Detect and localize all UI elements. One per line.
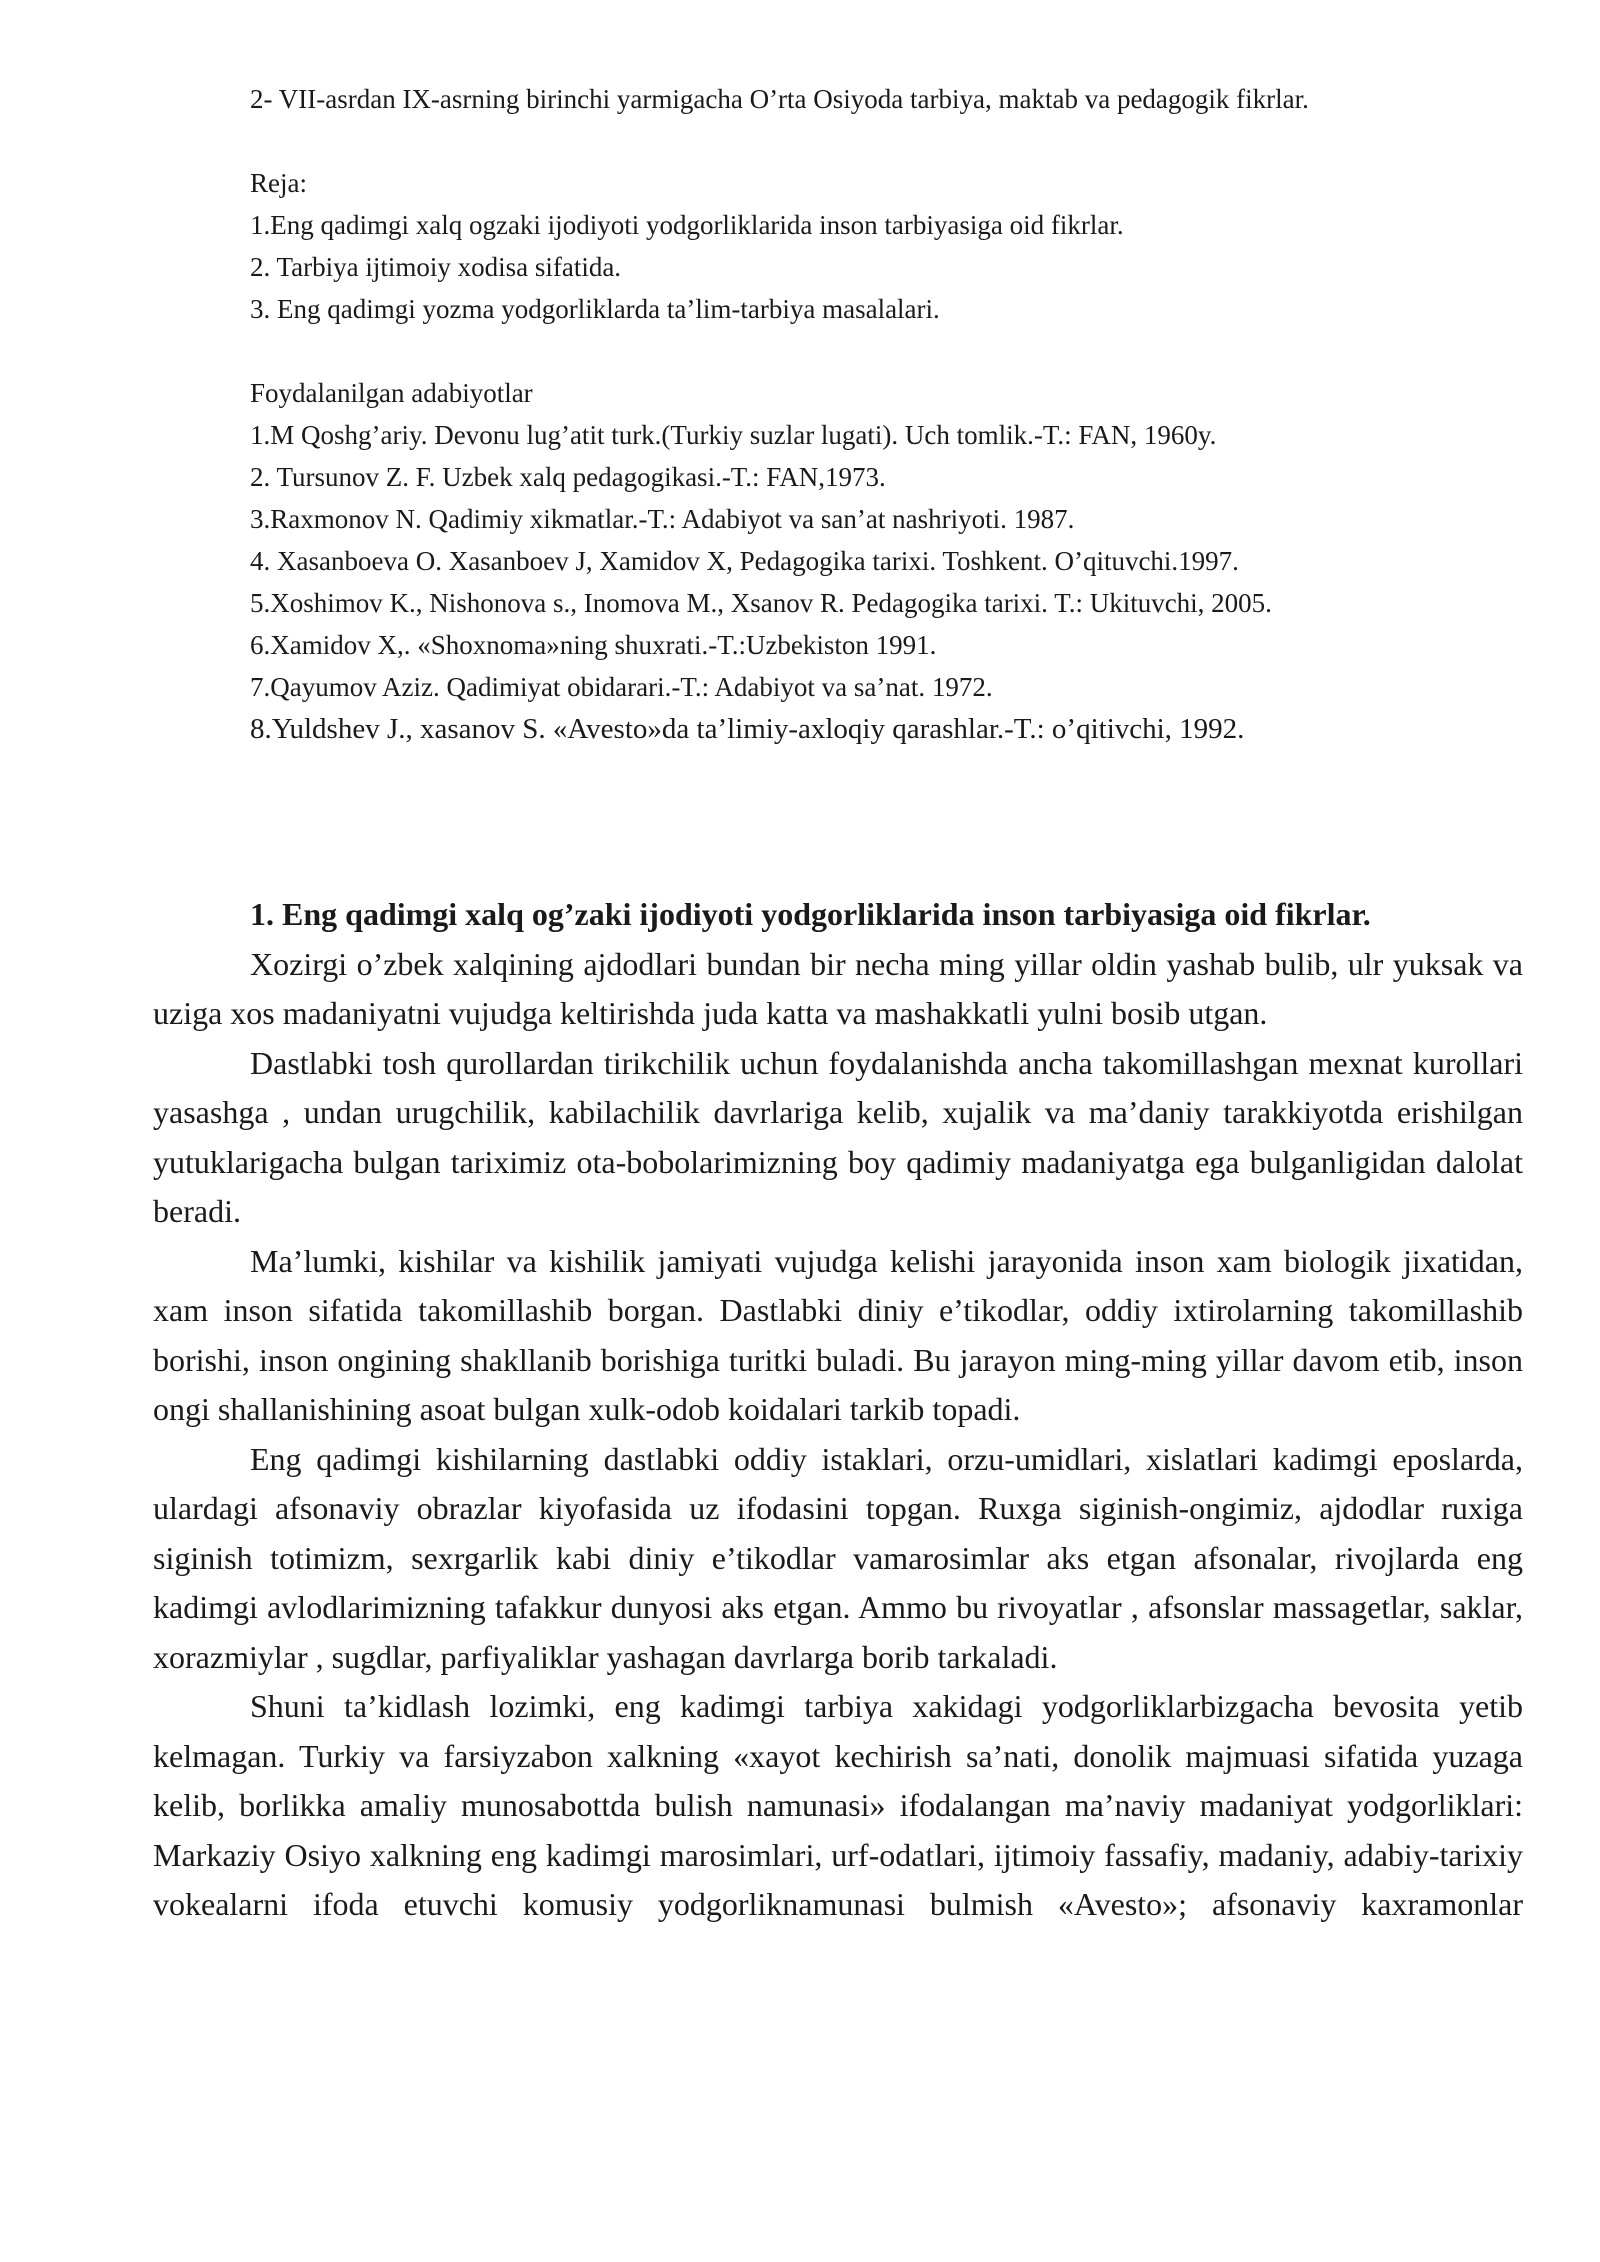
section-body [153, 890, 1523, 1930]
plan-item: 1.Eng qadimgi xalq ogzaki ijodiyoti yodgorliklarida inson tarbiyasiga oid fikrlar. [250, 210, 1124, 240]
references-heading: Foydalanilgan adabiyotlar [250, 378, 533, 408]
body-paragraph: Xozirgi o’zbek xalqining ajdodlari bundan bir necha ming yillar oldin yashab bulib, ulr yuksak va uziga xos madaniyatni vujudga keltirishda juda katta va mashakkatli yulni bosib utgan. [153, 945, 1523, 1031]
plan-item: 3. Eng qadimgi yozma yodgorliklarda ta’lim-tarbiya masalalari. [250, 294, 940, 324]
section-heading: 1. Eng qadimgi xalq og’zaki ijodiyoti yodgorliklarida inson tarbiyasiga oid fikrlar. [250, 896, 1371, 932]
reference-item: 1.M Qoshg’ariy. Devonu lug’atit turk.(Turkiy suzlar lugati). Uch tomlik.-T.: FAN, 1960y. [250, 420, 1217, 450]
body-paragraph: Dastlabki tosh qurollardan tirikchilik uchun foydalanishda ancha takomillashgan mexnat kurollari yasashga , undan urugchilik, kabilachilik davrlariga kelib, xujalik va ma’daniy tarakkiyotda erishilgan yutuklarigacha bulgan tariximiz ota-bobolarimizning boy qadimiy madaniyatga ega bulganligidan dalolat beradi. [153, 1044, 1523, 1229]
reference-item: 2. Tursunov Z. F. Uzbek xalq pedagogikasi.-T.: FAN,1973. [250, 462, 886, 492]
reference-item: 6.Xamidov X,. «Shoxnoma»ning shuxrati.-T.:Uzbekiston 1991. [250, 630, 937, 660]
top-block [250, 78, 1540, 750]
plan-heading: Reja: [250, 168, 307, 198]
body-paragraph: Ma’lumki, kishilar va kishilik jamiyati vujudga kelishi jarayonida inson xam biologik jixatidan, xam inson sifatida takomillashib borgan. Dastlabki diniy e’tikodlar, oddiy ixtirolarning takomillashib borishi, inson ongining shakllanib borishiga turitki buladi. Bu jarayon ming-ming yillar davom etib, inson ongi shallanishining asoat bulgan xulk-odob koidalari tarkib topadi. [153, 1242, 1523, 1427]
body-paragraph: Shuni ta’kidlash lozimki, eng kadimgi tarbiya xakidagi yodgorliklarbizgacha bevosita yetib kelmagan. Turkiy va farsiyzabon xalkning «xayot kechirish sa’nati, donolik majmuasi sifatida yuzaga kelib, borlikka amaliy munosabottda bulish namunasi» ifodalangan ma’naviy madaniyat yodgorliklari: Markaziy Osiyo xalkning eng kadimgi marosimlari, urf-odatlari, ijtimoiy fassafiy, madaniy, adabiy-tarixiy vokealarni ifoda etuvchi komusiy yodgorliknamunasi bulmish «Avesto»; afsonaviy kaxramonlar [153, 1688, 1523, 1922]
plan-item: 2. Tarbiya ijtimoiy xodisa sifatida. [250, 252, 622, 282]
body-paragraph: Eng qadimgi kishilarning dastlabki oddiy istaklari, orzu-umidlari, xislatlari kadimgi eposlarda, ulardagi afsonaviy obrazlar kiyofasida uz ifodasini topgan. Ruxga siginish-ongimiz, ajdodlar ruxiga siginish totimizm, sexrgarlik kabi diniy e’tikodlar vamarosimlar aks etgan afsonalar, rivojlarda eng kadimgi avlodlarimizning tafakkur dunyosi aks etgan. Ammo bu rivoyatlar , afsonslar massagetlar, saklar, xorazmiylar , sugdlar, parfiyaliklar yashagan davrlarga borib tarkaladi. [153, 1440, 1523, 1675]
reference-item: 4. Xasanboeva O. Xasanboev J, Xamidov X, Pedagogika tarixi. Toshkent. O’qituvchi.1997. [250, 546, 1239, 576]
reference-item: 7.Qayumov Aziz. Qadimiyat obidarari.-T.: Adabiyot va sa’nat. 1972. [250, 672, 993, 702]
references-block [250, 372, 1540, 750]
reference-item: 5.Xoshimov K., Nishonova s., Inomova M., Xsanov R. Pedagogika tarixi. T.: Ukituvchi, 2005. [250, 588, 1272, 618]
reference-item: 8.Yuldshev J., xasanov S. «Avesto»da ta’limiy-axloqiy qarashlar.-T.: o’qitivchi, 1992. [250, 713, 1245, 745]
reference-item: 3.Raxmonov N. Qadimiy xikmatlar.-T.: Adabiyot va san’at nashriyoti. 1987. [250, 504, 1075, 534]
document-title: 2- VII-asrdan IX-asrning birinchi yarmigacha O’rta Osiyoda tarbiya, maktab va pedagogik fikrlar. [250, 84, 1309, 114]
plan-block [250, 162, 1540, 330]
